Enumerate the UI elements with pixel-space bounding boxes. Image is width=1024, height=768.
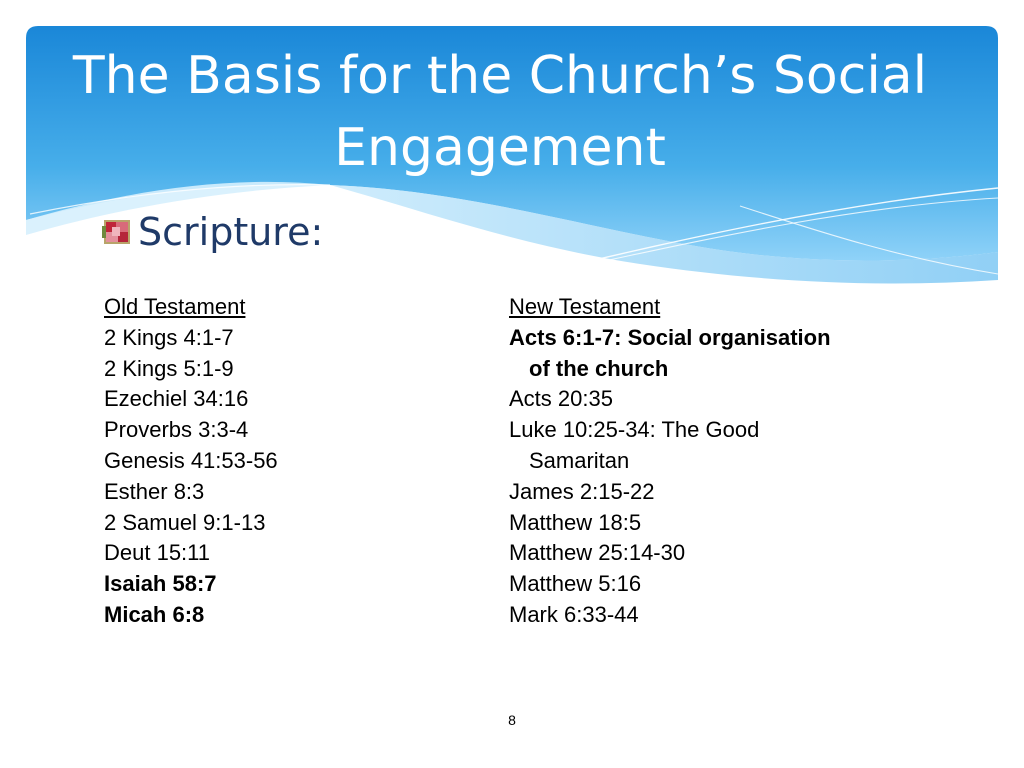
- slide-title: [40, 40, 960, 184]
- list-item: Deut 15:11: [104, 540, 211, 566]
- list-item: Ezechiel 34:16: [104, 386, 249, 412]
- page-number: 8: [508, 712, 516, 728]
- list-item: Luke 10:25-34: The Good: [509, 417, 760, 443]
- decorative-square-bullet-icon: [102, 216, 134, 248]
- new-testament-heading: New Testament: [509, 294, 661, 319]
- old-testament-column: [104, 292, 464, 631]
- bullet-label: Scripture:: [138, 210, 324, 254]
- list-item: Acts 6:1-7: Social organisation: [509, 324, 831, 350]
- list-item: Acts 20:35: [509, 386, 613, 412]
- list-item: Genesis 41:53-56: [104, 447, 278, 473]
- list-item: Matthew 25:14-30: [509, 540, 686, 566]
- list-item: 2 Samuel 9:1-13: [104, 509, 266, 535]
- list-item: 2 Kings 4:1-7: [104, 324, 234, 350]
- list-item: Mark 6:33-44: [509, 601, 639, 627]
- new-testament-column: [509, 292, 929, 631]
- title-line-2: Engagement: [334, 118, 666, 178]
- list-item: Isaiah 58:7: [104, 571, 217, 597]
- list-item: Esther 8:3: [104, 478, 205, 504]
- list-item: Samaritan: [529, 447, 630, 473]
- bullet-scripture: [102, 208, 323, 256]
- list-item: Micah 6:8: [104, 601, 205, 627]
- list-item: Proverbs 3:3-4: [104, 417, 249, 443]
- title-line-1: The Basis for the Church’s Social: [72, 46, 928, 106]
- list-item: James 2:15-22: [509, 478, 655, 504]
- old-testament-heading: Old Testament: [104, 294, 246, 319]
- list-item: Matthew 18:5: [509, 509, 642, 535]
- list-item: Matthew 5:16: [509, 571, 642, 597]
- list-item: of the church: [529, 355, 669, 381]
- list-item: 2 Kings 5:1-9: [104, 355, 234, 381]
